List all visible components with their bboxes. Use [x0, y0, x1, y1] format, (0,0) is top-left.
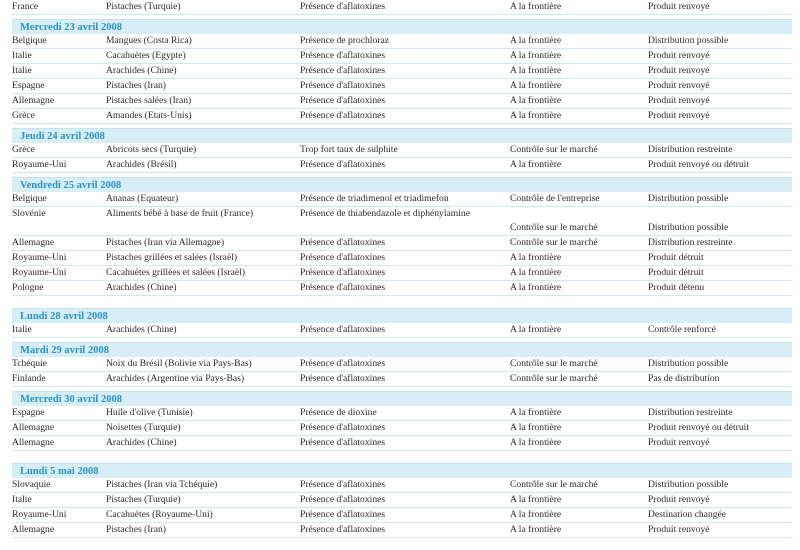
control-cell: Contrôle sur le marché: [510, 373, 598, 384]
action-cell: Produit détruit: [648, 252, 704, 263]
table-row: [12, 508, 792, 523]
table-row: [12, 251, 792, 266]
country-cell: Espagne: [12, 80, 45, 91]
sections-container: [12, 19, 792, 538]
issue-cell: Présence d'aflatoxines: [300, 479, 386, 490]
product-cell: Arachides (Argentine via Pays-Bas): [106, 373, 245, 384]
issue-cell: Présence de triadimenol et triadimefon: [300, 193, 449, 204]
action-cell: Pas de distribution: [648, 373, 720, 384]
table-row: [12, 94, 792, 109]
control-cell: Contrôle sur le marché: [510, 222, 598, 233]
table-row: [12, 493, 792, 508]
control-cell: A la frontière: [510, 267, 562, 278]
country-cell: Slovaquie: [12, 479, 51, 490]
action-cell: Produit renvoyé: [648, 437, 710, 448]
country-cell: Royaume-Uni: [12, 267, 67, 278]
product-cell: Amandes (Etats-Unis): [106, 110, 192, 121]
product-cell: Mangues (Costa Rica): [106, 35, 192, 46]
action-cell: Produit renvoyé: [648, 1, 710, 12]
date-header: Lundi 5 mai 2008: [12, 463, 792, 478]
table-row: [12, 406, 792, 421]
issue-cell: Présence d'aflatoxines: [300, 50, 386, 61]
control-cell: A la frontière: [510, 65, 562, 76]
date-header: Lundi 28 avril 2008: [12, 308, 792, 323]
control-cell: A la frontière: [510, 159, 562, 170]
control-cell: A la frontière: [510, 407, 562, 418]
table-row: [12, 266, 792, 281]
control-cell: A la frontière: [510, 422, 562, 433]
issue-cell: Présence d'aflatoxines: [300, 110, 386, 121]
section-spacer: [12, 296, 792, 304]
date-header: Jeudi 24 avril 2008: [12, 128, 792, 143]
action-cell: Distribution restreinte: [648, 407, 733, 418]
product-cell: Cacahuètes grillées et salées (Israël): [106, 267, 246, 278]
issue-cell: Présence d'aflatoxines: [300, 282, 386, 293]
product-cell: Ananas (Equateur): [106, 193, 179, 204]
control-cell: A la frontière: [510, 494, 562, 505]
control-cell: A la frontière: [510, 437, 562, 448]
table-row: [12, 34, 792, 49]
country-cell: Allemagne: [12, 524, 55, 535]
issue-cell: Présence d'aflatoxines: [300, 324, 386, 335]
issue-cell: Trop fort taux de sulphite: [300, 144, 398, 155]
product-cell: Pistaches (Turquie): [106, 494, 181, 505]
table-row: [12, 357, 792, 372]
issue-cell: Présence d'aflatoxines: [300, 252, 386, 263]
issue-cell: Présence d'aflatoxines: [300, 358, 386, 369]
control-cell: Contrôle de l'entreprise: [510, 193, 600, 204]
issue-cell: Présence de dioxine: [300, 407, 377, 418]
product-cell: Pistaches (Iran via Tchéquie): [106, 479, 218, 490]
product-cell: Arachides (Brésil): [106, 159, 177, 170]
issue-cell: Présence d'aflatoxines: [300, 65, 386, 76]
action-cell: Contrôle renforcé: [648, 324, 716, 335]
action-cell: Produit renvoyé: [648, 50, 710, 61]
action-cell: Destination changée: [648, 509, 727, 520]
country-cell: Italie: [12, 324, 32, 335]
product-cell: Cacahuètes (Egypte): [106, 50, 186, 61]
country-cell: Italie: [12, 494, 32, 505]
table-row: [12, 281, 792, 296]
control-cell: A la frontière: [510, 1, 562, 12]
table-row: [12, 436, 792, 451]
date-header: Mardi 29 avril 2008: [12, 342, 792, 357]
table-row: [12, 478, 792, 493]
action-cell: Distribution restreinte: [648, 237, 733, 248]
issue-cell: Présence d'aflatoxines: [300, 373, 386, 384]
issue-cell: Présence d'aflatoxines: [300, 95, 386, 106]
action-cell: Produit renvoyé: [648, 65, 710, 76]
issue-cell: Présence d'aflatoxines: [300, 237, 386, 248]
country-cell: Royaume-Uni: [12, 509, 67, 520]
product-cell: Noix du Brésil (Bolivie via Pays-Bas): [106, 358, 252, 369]
control-cell: A la frontière: [510, 50, 562, 61]
table-row: [12, 192, 792, 207]
country-cell: France: [12, 1, 39, 12]
action-cell: Produit détruit: [648, 267, 704, 278]
country-cell: Royaume-Uni: [12, 159, 67, 170]
action-cell: Distribution possible: [648, 358, 729, 369]
country-cell: Espagne: [12, 407, 45, 418]
section-spacer: [12, 451, 792, 459]
issue-cell: Présence d'aflatoxines: [300, 509, 386, 520]
issue-cell: Présence d'aflatoxines: [300, 267, 386, 278]
control-cell: A la frontière: [510, 509, 562, 520]
issue-cell: Présence d'aflatoxines: [300, 1, 386, 12]
country-cell: Italie: [12, 65, 32, 76]
table-row: [12, 109, 792, 124]
country-cell: Belgique: [12, 35, 47, 46]
action-cell: Produit renvoyé: [648, 80, 710, 91]
control-cell: A la frontière: [510, 110, 562, 121]
issue-cell: Présence de prochloraz: [300, 35, 389, 46]
issue-cell: Présence de thiabendazole et diphénylamine: [300, 208, 470, 219]
product-cell: Aliments bébé à base de fruit (France): [106, 208, 254, 219]
date-header: Mercredi 23 avril 2008: [12, 19, 792, 34]
issue-cell: Présence d'aflatoxines: [300, 524, 386, 535]
control-cell: A la frontière: [510, 80, 562, 91]
control-cell: A la frontière: [510, 35, 562, 46]
product-cell: Pistaches (Iran): [106, 524, 166, 535]
country-cell: Royaume-Uni: [12, 252, 67, 263]
control-cell: A la frontière: [510, 282, 562, 293]
issue-cell: Présence d'aflatoxines: [300, 494, 386, 505]
table-row: [12, 49, 792, 64]
product-cell: Pistaches (Iran): [106, 80, 166, 91]
table-row: [12, 207, 792, 236]
product-cell: Arachides (Chine): [106, 282, 177, 293]
issue-cell: Présence d'aflatoxines: [300, 159, 386, 170]
date-header: Vendredi 25 avril 2008: [12, 177, 792, 192]
product-cell: Pistaches (Turquie): [106, 1, 181, 12]
action-cell: Produit renvoyé: [648, 494, 710, 505]
issue-cell: Présence d'aflatoxines: [300, 422, 386, 433]
country-cell: Tchéquie: [12, 358, 48, 369]
action-cell: Distribution possible: [648, 35, 729, 46]
action-cell: Distribution possible: [648, 479, 729, 490]
product-cell: Abricots secs (Turquie): [106, 144, 197, 155]
country-cell: Pologne: [12, 282, 44, 293]
country-cell: Finlande: [12, 373, 46, 384]
country-cell: Allemagne: [12, 437, 55, 448]
action-cell: Produit renvoyé: [648, 110, 710, 121]
control-cell: A la frontière: [510, 524, 562, 535]
control-cell: A la frontière: [510, 252, 562, 263]
country-cell: Italie: [12, 50, 32, 61]
table-row: [12, 158, 792, 173]
control-cell: A la frontière: [510, 324, 562, 335]
control-cell: Contrôle sur le marché: [510, 144, 598, 155]
action-cell: Produit renvoyé ou détruit: [648, 422, 749, 433]
action-cell: Produit renvoyé: [648, 524, 710, 535]
control-cell: Contrôle sur le marché: [510, 237, 598, 248]
product-cell: Arachides (Chine): [106, 65, 177, 76]
product-cell: Arachides (Chine): [106, 437, 177, 448]
product-cell: Pistaches (Iran via Allemagne): [106, 237, 225, 248]
country-cell: Grèce: [12, 144, 35, 155]
product-cell: Pistaches salées (Iran): [106, 95, 192, 106]
control-cell: Contrôle sur le marché: [510, 358, 598, 369]
control-cell: A la frontière: [510, 95, 562, 106]
country-cell: Slovénie: [12, 208, 46, 219]
country-cell: Allemagne: [12, 422, 55, 433]
action-cell: Distribution possible: [648, 222, 729, 233]
table-row: [12, 323, 792, 338]
control-cell: Contrôle sur le marché: [510, 479, 598, 490]
issue-cell: Présence d'aflatoxines: [300, 437, 386, 448]
date-header: Mercredi 30 avril 2008: [12, 391, 792, 406]
product-cell: Cacahuètes (Royaume-Uni): [106, 509, 213, 520]
product-cell: Arachides (Chine): [106, 324, 177, 335]
country-cell: Allemagne: [12, 95, 55, 106]
country-cell: Grèce: [12, 110, 35, 121]
table-row: [12, 523, 792, 538]
table-row: [12, 421, 792, 436]
table-row: [12, 0, 792, 15]
country-cell: Belgique: [12, 193, 47, 204]
table-row: [12, 64, 792, 79]
country-cell: Allemagne: [12, 237, 55, 248]
action-cell: Produit renvoyé ou détruit: [648, 159, 749, 170]
table-row: [12, 236, 792, 251]
product-cell: Huile d'olive (Tunisie): [106, 407, 193, 418]
product-cell: Pistaches grillées et salées (Israël): [106, 252, 238, 263]
action-cell: Distribution restreinte: [648, 144, 733, 155]
table-row: [12, 79, 792, 94]
product-cell: Noisettes (Turquie): [106, 422, 181, 433]
action-cell: Produit détenu: [648, 282, 705, 293]
table-row: [12, 372, 792, 387]
action-cell: Produit renvoyé: [648, 95, 710, 106]
table-row: [12, 143, 792, 158]
action-cell: Distribution possible: [648, 193, 729, 204]
issue-cell: Présence d'aflatoxines: [300, 80, 386, 91]
